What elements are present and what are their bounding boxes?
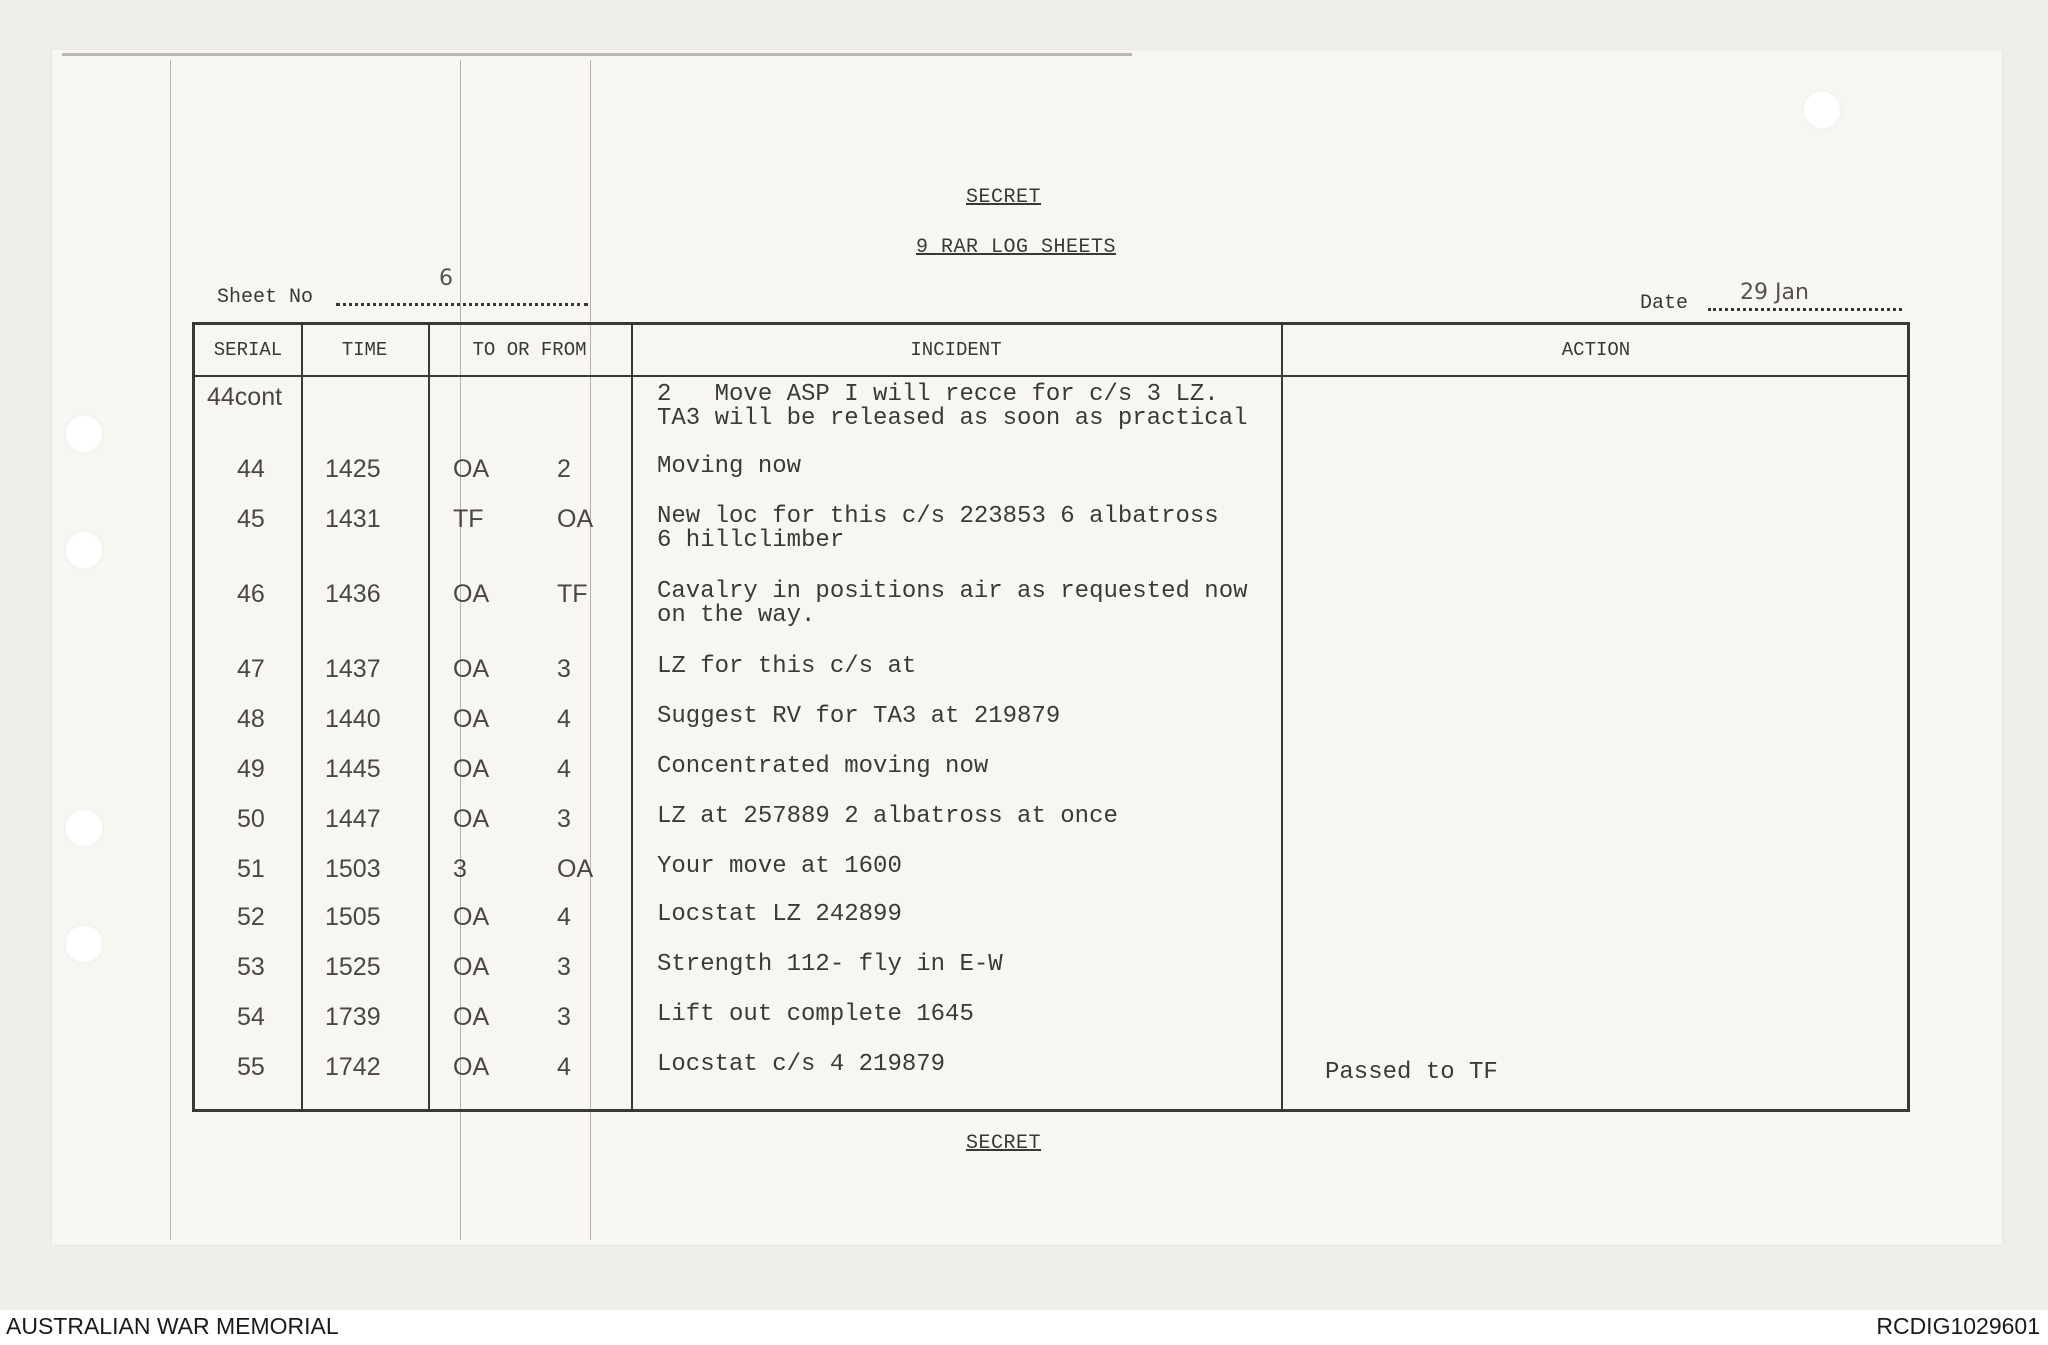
column-divider	[631, 325, 633, 1109]
footer-record-id: RCDIG1029601	[1876, 1313, 2040, 1339]
header-action: ACTION	[1561, 339, 1631, 361]
row-serial: 52	[237, 903, 265, 931]
column-divider	[1281, 325, 1283, 1109]
header-to-or-from: TO OR FROM	[472, 339, 587, 361]
row-time: 1436	[325, 580, 381, 608]
row-incident: Strength 112- fly in E-W	[657, 951, 1003, 978]
row-incident: Moving now	[657, 453, 802, 480]
row-action: Passed to TF	[1325, 1059, 1498, 1086]
row-serial: 44	[237, 455, 265, 483]
row-incident: LZ for this c/s at	[657, 653, 917, 680]
row-to: 3	[453, 855, 467, 883]
row-serial: 51	[237, 855, 265, 883]
row-from: 4	[557, 1053, 571, 1081]
row-serial: 45	[237, 505, 265, 533]
row-from: TF	[557, 580, 588, 608]
row-from: 4	[557, 903, 571, 931]
row-incident: Locstat LZ 242899	[657, 901, 902, 928]
row-to: OA	[453, 1003, 490, 1031]
row-incident: Lift out complete 1645	[657, 1001, 974, 1028]
row-time: 1425	[325, 455, 381, 483]
header-serial: SERIAL	[213, 339, 283, 361]
sheet-number-value: 6	[439, 266, 453, 291]
column-divider	[428, 325, 430, 1109]
punch-hole-left-1	[64, 414, 104, 454]
row-to: OA	[453, 455, 490, 483]
row-serial: 50	[237, 805, 265, 833]
row-serial: 48	[237, 705, 265, 733]
row-incident: New loc for this c/s 223853 6 albatross 6 hillclimber	[657, 503, 1219, 554]
row-serial: 44cont	[207, 383, 283, 411]
row-to: OA	[453, 705, 490, 733]
date-value: 29 Jan	[1740, 280, 1809, 305]
date-dotted-line	[1708, 308, 1902, 311]
row-serial: 53	[237, 953, 265, 981]
row-time: 1739	[325, 1003, 381, 1031]
row-incident: Your move at 1600	[657, 853, 902, 880]
classification-bottom: SECRET	[966, 1132, 1042, 1155]
punch-hole-left-2	[64, 530, 104, 570]
date-label: Date	[1640, 292, 1689, 315]
paper-torn-edge	[62, 53, 1132, 56]
row-from: 3	[557, 655, 571, 683]
row-time: 1431	[325, 505, 381, 533]
sheet-no-label: Sheet No	[217, 286, 314, 309]
row-incident: Locstat c/s 4 219879	[657, 1051, 946, 1078]
log-table	[192, 322, 1910, 1112]
punch-hole-left-3	[64, 808, 104, 848]
row-time: 1447	[325, 805, 381, 833]
row-incident: Suggest RV for TA3 at 219879	[657, 703, 1061, 730]
header-divider	[195, 375, 1907, 377]
row-from: OA	[557, 855, 594, 883]
row-incident: LZ at 257889 2 albatross at once	[657, 803, 1118, 830]
row-incident: Cavalry in positions air as requested now on the way.	[657, 578, 1248, 629]
row-from: OA	[557, 505, 594, 533]
row-to: OA	[453, 1053, 490, 1081]
row-to: OA	[453, 655, 490, 683]
footer-archive-name: AUSTRALIAN WAR MEMORIAL	[6, 1313, 339, 1339]
row-to: OA	[453, 903, 490, 931]
row-time: 1440	[325, 705, 381, 733]
row-from: 4	[557, 705, 571, 733]
row-serial: 46	[237, 580, 265, 608]
row-from: 4	[557, 755, 571, 783]
row-to: OA	[453, 805, 490, 833]
row-serial: 55	[237, 1053, 265, 1081]
row-time: 1503	[325, 855, 381, 883]
row-incident: 2 Move ASP I will recce for c/s 3 LZ. TA3 will be released as soon as practical	[657, 381, 1248, 432]
sheet-no-dotted-line	[336, 303, 588, 306]
row-to: OA	[453, 953, 490, 981]
header-time: TIME	[341, 339, 388, 361]
row-from: 2	[557, 455, 571, 483]
row-from: 3	[557, 1003, 571, 1031]
row-time: 1437	[325, 655, 381, 683]
row-from: 3	[557, 953, 571, 981]
row-to: OA	[453, 580, 490, 608]
classification-top: SECRET	[966, 186, 1042, 209]
row-to: TF	[453, 505, 484, 533]
punch-hole-top-right	[1802, 90, 1842, 130]
column-divider	[301, 325, 303, 1109]
row-serial: 47	[237, 655, 265, 683]
row-serial: 54	[237, 1003, 265, 1031]
row-time: 1742	[325, 1053, 381, 1081]
row-time: 1505	[325, 903, 381, 931]
row-time: 1445	[325, 755, 381, 783]
row-incident: Concentrated moving now	[657, 753, 989, 780]
row-serial: 49	[237, 755, 265, 783]
row-time: 1525	[325, 953, 381, 981]
header-incident: INCIDENT	[910, 339, 1002, 361]
punch-hole-left-4	[64, 924, 104, 964]
document-title: 9 RAR LOG SHEETS	[916, 236, 1117, 259]
fold-line	[170, 60, 171, 1240]
row-to: OA	[453, 755, 490, 783]
row-from: 3	[557, 805, 571, 833]
